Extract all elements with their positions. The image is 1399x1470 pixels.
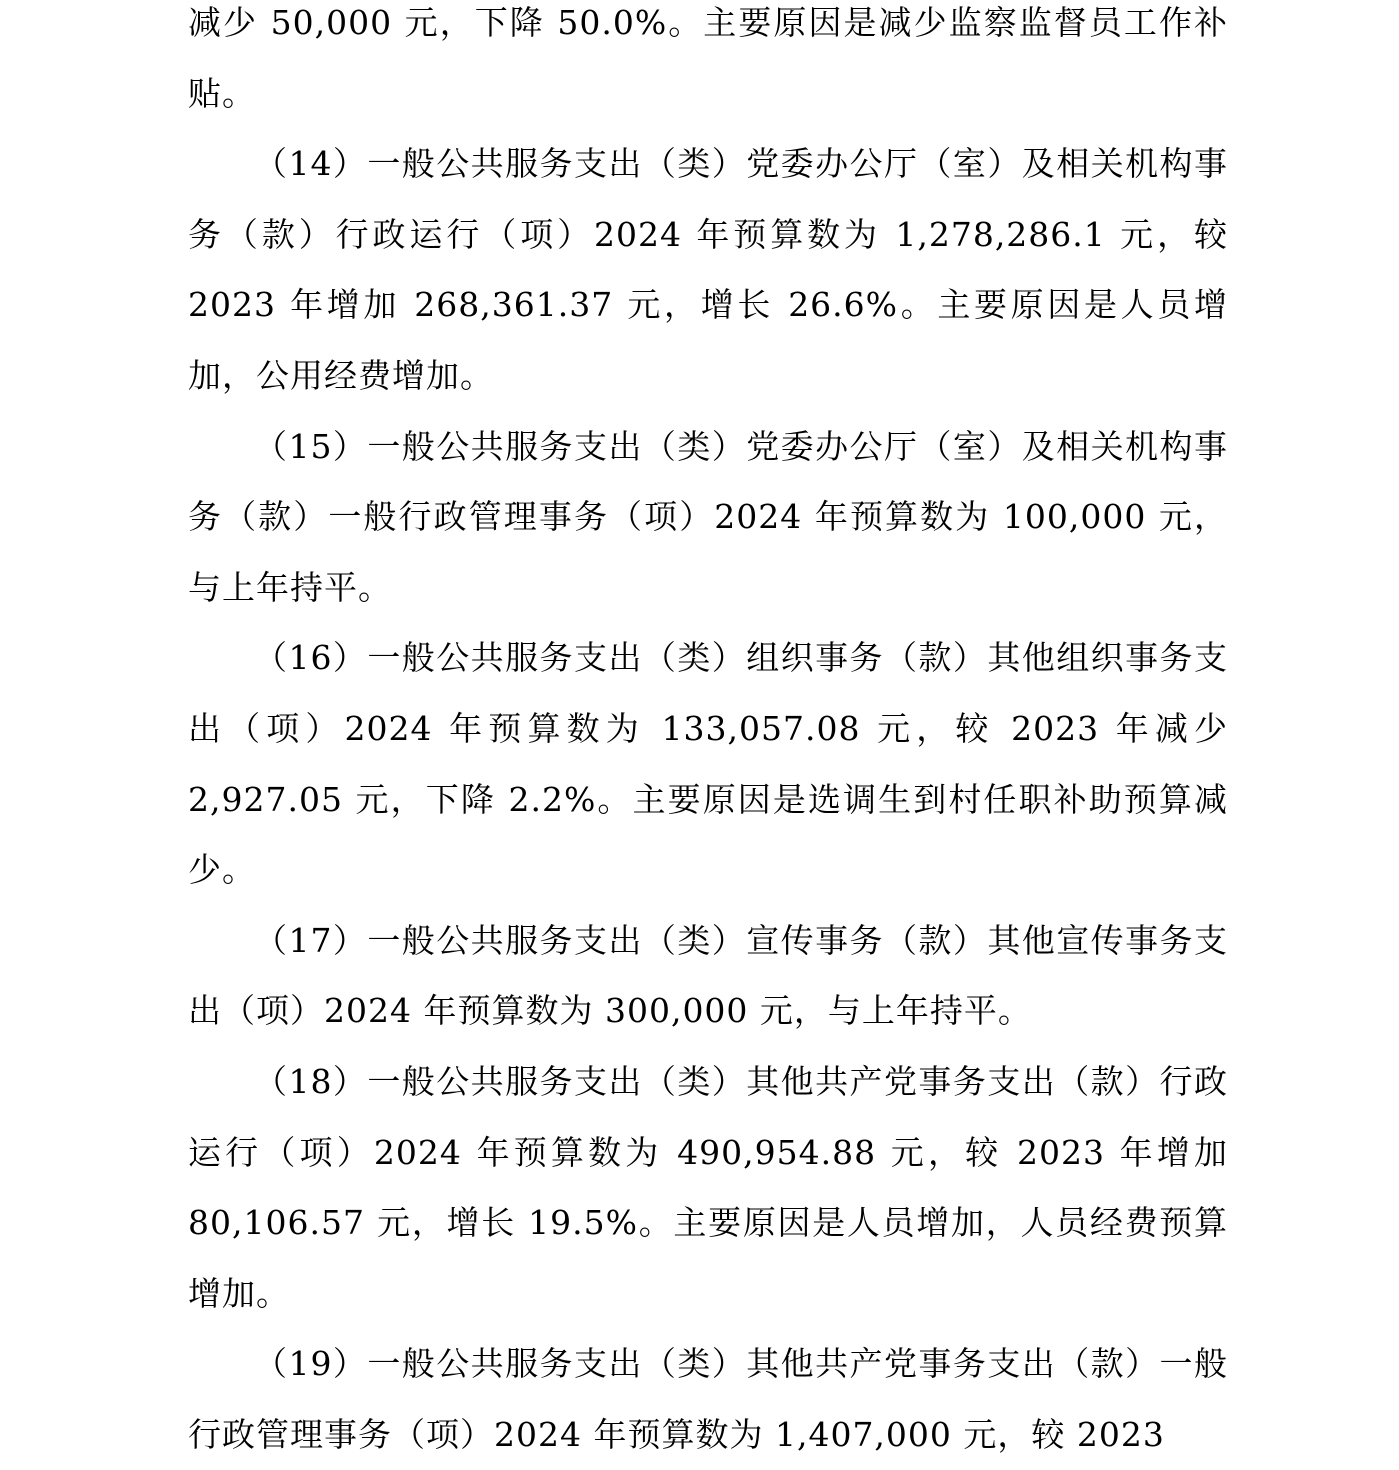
paragraph-15: （15）一般公共服务支出（类）党委办公厅（室）及相关机构事务（款）一般行政管理事务（项）2024 年预算数为 100,000 元，与上年持平。 [188, 426, 1228, 607]
paragraph-14: （14）一般公共服务支出（类）党委办公厅（室）及相关机构事务（款）行政运行（项）2024 年预算数为 1,278,286.1 元，较 2023 年增加 268,361.37 元，增长 26.6%。主要原因是人员增加，公用经费增加。 [188, 144, 1228, 395]
paragraph-16: （16）一般公共服务支出（类）组织事务（款）其他组织事务支出（项）2024 年预算数为 133,057.08 元，较 2023 年减少 2,927.05 元，下降 2.2%。主要原因是选调生到村任职补助预算减少。 [188, 638, 1228, 890]
document-body [188, 0, 1228, 1470]
paragraph-13-continuation: 减少 50,000 元，下降 50.0%。主要原因是减少监察监督员工作补贴。 [188, 3, 1228, 113]
paragraph-19: （19）一般公共服务支出（类）其他共产党事务支出（款）一般行政管理事务（项）2024 年预算数为 1,407,000 元，较 2023 [188, 1344, 1228, 1454]
paragraph-17: （17）一般公共服务支出（类）宣传事务（款）其他宣传事务支出（项）2024 年预算数为 300,000 元，与上年持平。 [188, 920, 1228, 1031]
paragraph-18: （18）一般公共服务支出（类）其他共产党事务支出（款）行政运行（项）2024 年预算数为 490,954.88 元，较 2023 年增加 80,106.57 元，增长 19.5%。主要原因是人员增加，人员经费预算增加。 [188, 1061, 1228, 1313]
